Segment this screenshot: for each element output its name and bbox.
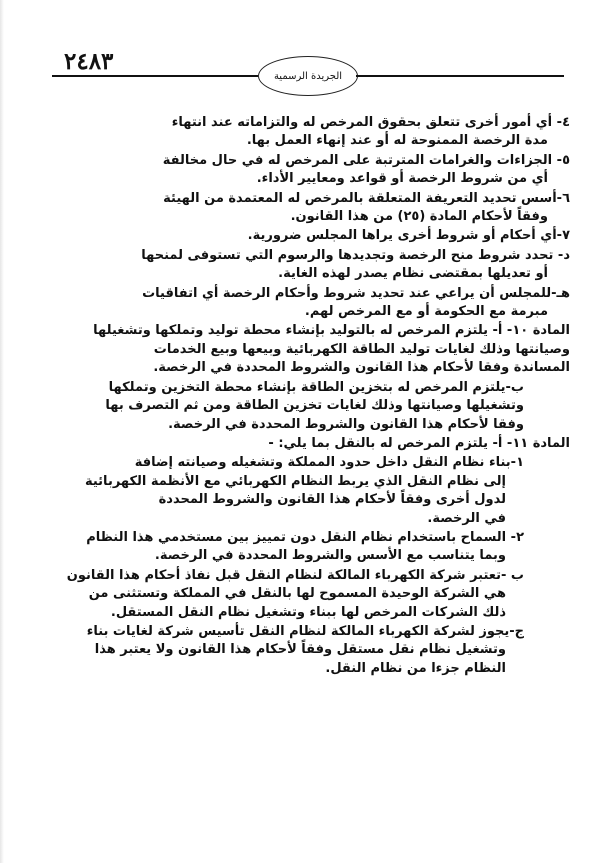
article-line: إلى نظام النقل الذي يربط النظام الكهربائي مع الأنظمة الكهربائية bbox=[84, 473, 506, 489]
article-line: وبما يتناسب مع الأسس والشروط المحددة في الرخصة. bbox=[154, 548, 506, 564]
article-line: ذلك الشركات المرخص لها ببناء وتشغيل نظام النقل المستقل. bbox=[110, 604, 506, 620]
page-header bbox=[0, 0, 615, 110]
article-10 bbox=[62, 322, 570, 377]
article-line: ٢- السماح باستخدام نظام النقل دون تمييز بين مستخدمي هذا النظام bbox=[86, 529, 524, 545]
article-11-a-1 bbox=[62, 454, 570, 528]
article-line: النظام جزءا من نظام النقل. bbox=[325, 660, 506, 676]
article-10-b bbox=[62, 379, 570, 434]
article-line: لدول أخرى وفقاً لأحكام هذا القانون والشروط المحددة bbox=[158, 492, 506, 508]
document-body bbox=[62, 114, 570, 678]
article-line: وتشغيل نظام نقل مستقل وفقاً لأحكام هذا القانون ولا يعتبر هذا bbox=[94, 642, 506, 658]
clause-4 bbox=[62, 114, 570, 151]
clause-line: ٤- أي أمور أخرى تتعلق بحقوق المرخص له والتزاماته عند انتهاء bbox=[171, 115, 570, 130]
clause-line: د- تحدد شروط منح الرخصة وتجديدها والرسوم التي تستوفى لمنحها bbox=[141, 247, 570, 263]
article-line: هي الشركة الوحيدة المسموح لها بالنقل في المملكة وتستثنى من bbox=[88, 586, 506, 602]
clause-line: ٥- الجزاءات والغرامات المترتبة على المرخص له في حال مخالفة bbox=[162, 152, 570, 168]
header-rule-right bbox=[356, 75, 564, 77]
header-rule-left bbox=[52, 75, 258, 77]
article-line: ب -تعتبر شركة الكهرباء المالكة لنظام النقل قبل نفاذ أحكام هذا القانون bbox=[66, 567, 524, 583]
clause-d bbox=[62, 247, 570, 284]
clause-line: أو تعديلها بمقتضى نظام يصدر لهذه الغاية. bbox=[278, 266, 548, 282]
seal-text: الجريدة الرسمية bbox=[273, 70, 343, 82]
clause-5 bbox=[62, 152, 570, 189]
clause-line: ٧-أي أحكام أو شروط أخرى يراها المجلس ضرورية. bbox=[247, 228, 570, 244]
article-line: وفقا لأحكام هذا القانون والشروط المحددة في الرخصة. bbox=[168, 416, 524, 432]
article-11-a-2 bbox=[62, 529, 570, 566]
article-line: المساندة وفقا لأحكام هذا القانون والشروط المحددة في الرخصة. bbox=[153, 360, 570, 376]
article-line: وصيانتها وذلك لغايات توليد الطاقة الكهربائية وبيعها وبيع الخدمات bbox=[153, 341, 570, 357]
clause-h bbox=[62, 285, 570, 322]
clause-6 bbox=[62, 190, 570, 227]
article-line: ب-يلتزم المرخص له بتخزين الطاقة بإنشاء محطة التخزين وتملكها bbox=[108, 379, 524, 395]
clause-line: وفقاً لأحكام المادة (٢٥) من هذا القانون. bbox=[290, 209, 548, 225]
article-line: المادة ١١- أ- يلتزم المرخص له بالنقل بما يلي: - bbox=[268, 435, 570, 451]
page-edge-shadow bbox=[0, 0, 4, 863]
page-number: ٢٤٨٣ bbox=[64, 48, 114, 75]
article-11 bbox=[62, 435, 570, 453]
article-11-b bbox=[62, 567, 570, 622]
clause-line: مبرمة مع الحكومة أو مع المرخص لهم. bbox=[304, 304, 548, 320]
article-line: المادة ١٠- أ- يلتزم المرخص له بالتوليد بإنشاء محطة توليد وتملكها وتشغيلها bbox=[93, 323, 570, 339]
article-11-c bbox=[62, 623, 570, 678]
clause-7 bbox=[62, 227, 570, 245]
gazette-seal bbox=[258, 56, 358, 96]
clause-line: مدة الرخصة الممنوحة له أو عند إنهاء العمل بها. bbox=[246, 133, 548, 149]
article-line: في الرخصة. bbox=[427, 510, 506, 526]
article-line: ١-بناء نظام النقل داخل حدود المملكة وتشغيله وصيانته إضافة bbox=[134, 455, 524, 471]
article-line: وتشغيلها وصيانتها وذلك لغايات تخزين الطاقة ومن ثم التصرف بها bbox=[105, 398, 524, 414]
clause-line: أي من شروط الرخصة أو قواعد ومعايير الأداء. bbox=[256, 171, 548, 187]
clause-line: ٦-أسس تحديد التعريفة المتعلقة بالمرخص له المعتمدة من الهيئة bbox=[163, 190, 570, 206]
clause-line: هـ-للمجلس أن يراعي عند تحديد شروط وأحكام الرخصة أي اتفاقيات bbox=[142, 285, 570, 301]
article-line: ج-يجوز لشركة الكهرباء المالكة لنظام النقل تأسيس شركة لغايات بناء bbox=[86, 623, 524, 639]
